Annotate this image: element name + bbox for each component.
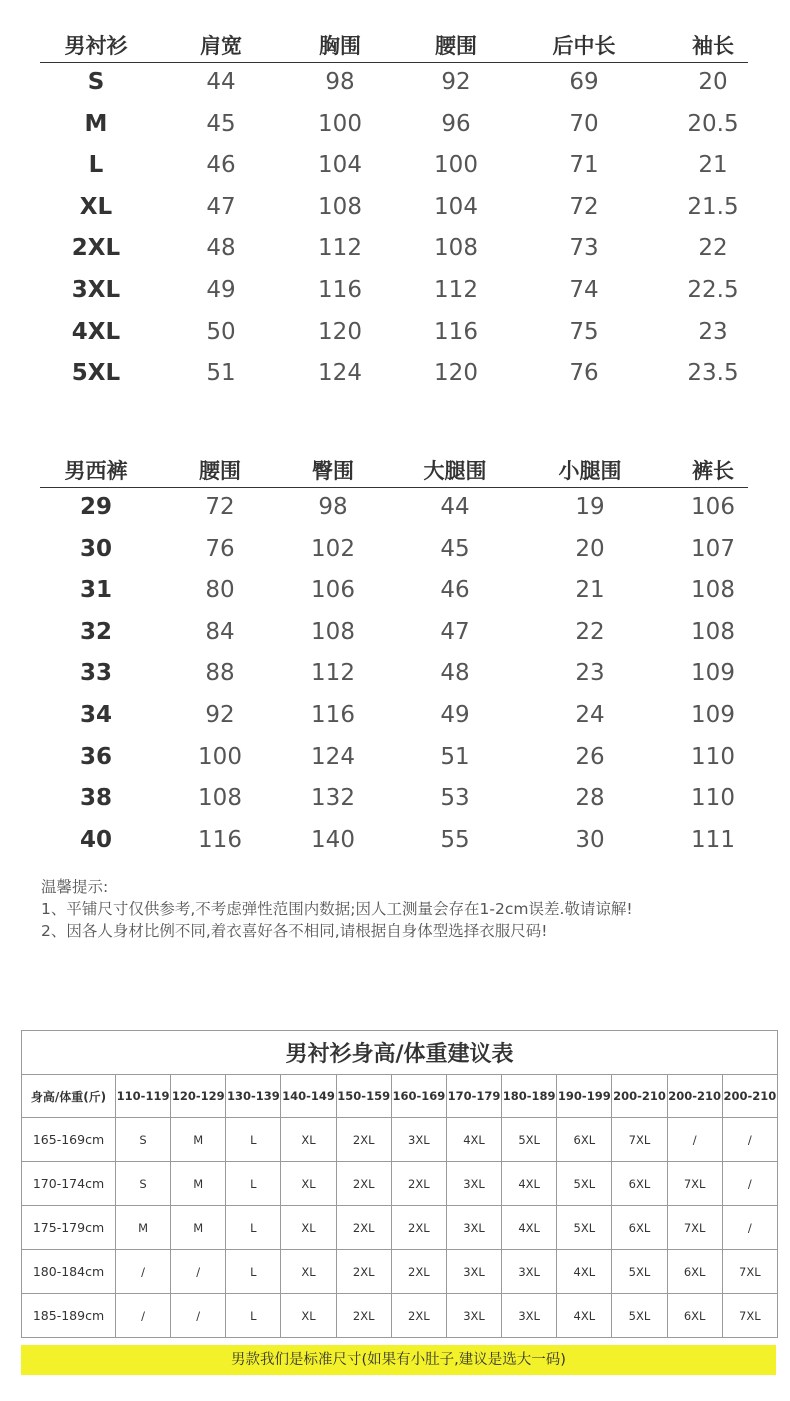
size-value-cell: 72 — [569, 193, 599, 220]
size-row — [40, 105, 748, 147]
weight-range-header: 200-210 — [722, 1075, 777, 1118]
height-row — [22, 1118, 778, 1162]
size-value-cell: 70 — [569, 110, 599, 137]
size-value-cell: 120 — [434, 360, 478, 387]
size-value-cell: 110 — [691, 743, 735, 770]
recommended-size-cell: 3XL — [446, 1250, 501, 1294]
size-value-cell: 46 — [206, 152, 236, 179]
recommended-size-cell: 4XL — [502, 1162, 557, 1206]
size-value-cell: 106 — [311, 577, 355, 604]
size-value-cell: 102 — [311, 535, 355, 562]
weight-range-header: 110-119 — [116, 1075, 171, 1118]
recommended-size-cell: 3XL — [446, 1294, 501, 1338]
size-value-cell: 100 — [434, 152, 478, 179]
size-label-cell: 38 — [79, 785, 112, 812]
recommended-size-cell: / — [171, 1250, 226, 1294]
recommended-size-cell: XL — [281, 1206, 336, 1250]
size-row — [40, 488, 748, 530]
recommended-size-cell: 6XL — [612, 1162, 667, 1206]
size-value-cell: 55 — [440, 826, 470, 853]
recommended-size-cell: / — [171, 1294, 226, 1338]
size-label-cell: 30 — [79, 535, 112, 562]
size-value-cell: 19 — [575, 494, 605, 520]
recommended-size-cell: XL — [281, 1118, 336, 1162]
recommended-size-cell: / — [722, 1118, 777, 1162]
size-value-cell: 124 — [318, 360, 362, 387]
recommended-size-cell: 3XL — [502, 1250, 557, 1294]
recommended-size-cell: 2XL — [336, 1118, 391, 1162]
recommended-size-cell: 4XL — [557, 1294, 612, 1338]
size-label-cell: L — [88, 152, 104, 179]
recommended-size-cell: 4XL — [502, 1206, 557, 1250]
recommended-size-cell: L — [226, 1294, 281, 1338]
shirt-header-cell: 肩宽 — [200, 34, 242, 58]
shirt-size-table — [40, 26, 748, 396]
tips-line-2: 2、因各人身材比例不同,着衣喜好各不相同,请根据自身体型选择衣服尺码! — [41, 922, 548, 940]
size-value-cell: 74 — [569, 276, 599, 303]
size-row — [40, 821, 748, 863]
recommended-size-cell: 7XL — [667, 1206, 722, 1250]
size-value-cell: 73 — [569, 235, 599, 262]
recommended-size-cell: 2XL — [336, 1294, 391, 1338]
height-row — [22, 1206, 778, 1250]
size-label-cell: 34 — [79, 701, 112, 728]
size-value-cell: 21.5 — [687, 193, 739, 220]
size-value-cell: 98 — [325, 69, 355, 95]
weight-range-header: 190-199 — [557, 1075, 612, 1118]
size-value-cell: 20 — [575, 535, 605, 562]
size-value-cell: 104 — [434, 193, 478, 220]
size-value-cell: 120 — [318, 318, 362, 345]
height-row — [22, 1250, 778, 1294]
size-value-cell: 23.5 — [687, 360, 739, 387]
weight-range-header: 140-149 — [281, 1075, 336, 1118]
size-value-cell: 140 — [311, 826, 355, 853]
tips-title: 温馨提示: — [41, 878, 109, 896]
size-value-cell: 112 — [318, 235, 362, 262]
weight-range-header: 150-159 — [336, 1075, 391, 1118]
size-label-cell: 3XL — [71, 276, 121, 303]
size-value-cell: 51 — [206, 360, 236, 387]
recommended-size-cell: 7XL — [667, 1162, 722, 1206]
size-value-cell: 80 — [205, 577, 235, 604]
recommended-size-cell: 3XL — [446, 1162, 501, 1206]
size-value-cell: 49 — [440, 701, 470, 728]
size-row — [40, 696, 748, 738]
size-value-cell: 106 — [691, 494, 735, 520]
recommended-size-cell: / — [116, 1250, 171, 1294]
size-value-cell: 76 — [569, 360, 599, 387]
size-value-cell: 98 — [318, 494, 348, 520]
recommended-size-cell: 2XL — [391, 1162, 446, 1206]
size-value-cell: 20 — [698, 69, 728, 95]
size-value-cell: 116 — [198, 826, 242, 853]
recommended-size-cell: 4XL — [557, 1250, 612, 1294]
pants-header-cell: 裤长 — [692, 459, 734, 483]
size-value-cell: 108 — [691, 577, 735, 604]
size-label-cell: 5XL — [71, 360, 121, 387]
height-range-label: 165-169cm — [22, 1118, 116, 1162]
shirt-table-header — [40, 26, 748, 63]
size-value-cell: 48 — [440, 660, 470, 687]
recommended-size-cell: 3XL — [446, 1206, 501, 1250]
tips-section — [41, 876, 633, 942]
size-value-cell: 46 — [440, 577, 470, 604]
size-value-cell: 71 — [569, 152, 599, 179]
weight-range-header: 200-210 — [612, 1075, 667, 1118]
weight-range-header: 180-189 — [502, 1075, 557, 1118]
size-value-cell: 49 — [206, 276, 236, 303]
shirt-header-cell: 胸围 — [319, 34, 361, 58]
size-value-cell: 76 — [205, 535, 235, 562]
recommended-size-cell: M — [171, 1118, 226, 1162]
size-value-cell: 112 — [311, 660, 355, 687]
shirt-header-cell: 腰围 — [435, 34, 477, 58]
size-value-cell: 108 — [318, 193, 362, 220]
size-value-cell: 22 — [698, 235, 728, 262]
size-value-cell: 44 — [440, 494, 470, 520]
size-value-cell: 51 — [440, 743, 470, 770]
weight-range-header: 170-179 — [446, 1075, 501, 1118]
recommended-size-cell: / — [722, 1162, 777, 1206]
height-weight-recommendation-table — [21, 1030, 778, 1338]
size-value-cell: 47 — [206, 193, 236, 220]
shirt-header-cell: 后中长 — [552, 34, 616, 58]
size-value-cell: 100 — [318, 110, 362, 137]
size-value-cell: 109 — [691, 660, 735, 687]
size-value-cell: 110 — [691, 785, 735, 812]
size-value-cell: 111 — [691, 826, 735, 853]
recommended-size-cell: L — [226, 1250, 281, 1294]
size-value-cell: 45 — [440, 535, 470, 562]
size-value-cell: 92 — [441, 69, 471, 95]
size-value-cell: 107 — [691, 535, 735, 562]
size-value-cell: 108 — [198, 785, 242, 812]
size-label-cell: 4XL — [71, 318, 121, 345]
size-row — [40, 188, 748, 230]
recommended-size-cell: 3XL — [391, 1118, 446, 1162]
recommended-size-cell: 6XL — [612, 1206, 667, 1250]
size-value-cell: 108 — [311, 618, 355, 645]
weight-range-header: 120-129 — [171, 1075, 226, 1118]
recommended-size-cell: S — [116, 1162, 171, 1206]
height-range-label: 175-179cm — [22, 1206, 116, 1250]
size-value-cell: 72 — [205, 494, 235, 520]
weight-range-header: 130-139 — [226, 1075, 281, 1118]
size-row — [40, 146, 748, 188]
recommended-size-cell: 7XL — [722, 1294, 777, 1338]
recommended-size-cell: M — [171, 1206, 226, 1250]
recommended-size-cell: 6XL — [557, 1118, 612, 1162]
recommended-size-cell: 2XL — [391, 1206, 446, 1250]
size-value-cell: 21 — [575, 577, 605, 604]
recommended-size-cell: 2XL — [336, 1162, 391, 1206]
recommended-size-cell: 7XL — [612, 1118, 667, 1162]
size-value-cell: 75 — [569, 318, 599, 345]
recommended-size-cell: 2XL — [391, 1294, 446, 1338]
size-row — [40, 313, 748, 355]
size-value-cell: 69 — [569, 69, 599, 95]
recommended-size-cell: / — [667, 1118, 722, 1162]
size-value-cell: 45 — [206, 110, 236, 137]
recommended-size-cell: 5XL — [557, 1206, 612, 1250]
size-row — [40, 613, 748, 655]
recommended-size-cell: L — [226, 1118, 281, 1162]
weight-range-header: 200-210 — [667, 1075, 722, 1118]
size-row — [40, 229, 748, 271]
size-row — [40, 530, 748, 572]
recommended-size-cell: S — [116, 1118, 171, 1162]
size-value-cell: 22 — [575, 618, 605, 645]
size-row — [40, 63, 748, 105]
recommended-size-cell: 5XL — [502, 1118, 557, 1162]
size-value-cell: 50 — [206, 318, 236, 345]
size-value-cell: 22.5 — [687, 276, 739, 303]
size-label-cell: 32 — [79, 618, 112, 645]
size-value-cell: 23 — [575, 660, 605, 687]
recommended-size-cell: / — [722, 1206, 777, 1250]
size-value-cell: 48 — [206, 235, 236, 262]
size-value-cell: 124 — [311, 743, 355, 770]
size-label-cell: M — [84, 110, 108, 137]
size-value-cell: 96 — [441, 110, 471, 137]
pants-header-cell: 臀围 — [312, 459, 354, 483]
size-value-cell: 92 — [205, 701, 235, 728]
height-range-label: 180-184cm — [22, 1250, 116, 1294]
recommended-size-cell: / — [116, 1294, 171, 1338]
size-value-cell: 21 — [698, 152, 728, 179]
size-value-cell: 23 — [698, 318, 728, 345]
size-value-cell: 20.5 — [687, 110, 739, 137]
size-value-cell: 116 — [311, 701, 355, 728]
recommended-size-cell: 4XL — [446, 1118, 501, 1162]
recommended-size-cell: L — [226, 1206, 281, 1250]
size-value-cell: 116 — [434, 318, 478, 345]
recommended-size-cell: M — [116, 1206, 171, 1250]
size-value-cell: 108 — [434, 235, 478, 262]
size-value-cell: 44 — [206, 69, 236, 95]
size-row — [40, 354, 748, 396]
recommended-size-cell: M — [171, 1162, 226, 1206]
size-value-cell: 100 — [198, 743, 242, 770]
size-value-cell: 30 — [575, 826, 605, 853]
recommended-size-cell: 5XL — [612, 1250, 667, 1294]
shirt-header-cell: 袖长 — [692, 34, 734, 58]
recommended-size-cell: 5XL — [557, 1162, 612, 1206]
pants-table-header — [40, 451, 748, 488]
size-value-cell: 53 — [440, 785, 470, 812]
size-value-cell: 28 — [575, 785, 605, 812]
size-row — [40, 654, 748, 696]
height-row — [22, 1294, 778, 1338]
size-label-cell: 31 — [79, 577, 112, 604]
size-row — [40, 271, 748, 313]
recommended-size-cell: 6XL — [667, 1294, 722, 1338]
tips-line-1: 1、平铺尺寸仅供参考,不考虑弹性范围内数据;因人工测量会存在1-2cm误差.敬请谅解! — [41, 900, 633, 918]
recommended-size-cell: 2XL — [336, 1206, 391, 1250]
sizing-note-banner: 男款我们是标准尺寸(如果有小肚子,建议是选大一码) — [21, 1345, 776, 1375]
size-value-cell: 104 — [318, 152, 362, 179]
size-label-cell: 36 — [79, 743, 112, 770]
size-value-cell: 84 — [205, 618, 235, 645]
shirt-header-cell: 男衬衫 — [64, 34, 128, 58]
size-row — [40, 571, 748, 613]
size-value-cell: 108 — [691, 618, 735, 645]
recommended-size-cell: XL — [281, 1162, 336, 1206]
size-label-cell: S — [87, 69, 105, 95]
recommended-size-cell: 2XL — [391, 1250, 446, 1294]
size-value-cell: 112 — [434, 276, 478, 303]
recommended-size-cell: 3XL — [502, 1294, 557, 1338]
weight-header-row — [22, 1075, 778, 1118]
size-label-cell: 33 — [79, 660, 112, 687]
recommended-size-cell: L — [226, 1162, 281, 1206]
size-label-cell: 40 — [79, 826, 112, 853]
height-row — [22, 1162, 778, 1206]
size-label-cell: XL — [79, 193, 113, 220]
pants-header-cell: 大腿围 — [423, 459, 487, 483]
size-label-cell: 2XL — [71, 235, 121, 262]
recommended-size-cell: 2XL — [336, 1250, 391, 1294]
pants-table-body — [40, 488, 748, 862]
size-value-cell: 88 — [205, 660, 235, 687]
size-value-cell: 132 — [311, 785, 355, 812]
recommended-size-cell: 7XL — [722, 1250, 777, 1294]
recommended-size-cell: 6XL — [667, 1250, 722, 1294]
shirt-table-body — [40, 63, 748, 396]
size-value-cell: 24 — [575, 701, 605, 728]
height-range-label: 185-189cm — [22, 1294, 116, 1338]
pants-header-cell: 小腿围 — [558, 459, 622, 483]
size-row — [40, 779, 748, 821]
recommendation-title: 男衬衫身高/体重建议表 — [22, 1031, 778, 1075]
size-label-cell: 29 — [79, 494, 112, 520]
recommended-size-cell: XL — [281, 1250, 336, 1294]
corner-label: 身高/体重(斤) — [22, 1075, 116, 1118]
weight-range-header: 160-169 — [391, 1075, 446, 1118]
size-row — [40, 738, 748, 780]
recommended-size-cell: 5XL — [612, 1294, 667, 1338]
pants-header-cell: 男西裤 — [64, 459, 128, 483]
size-value-cell: 26 — [575, 743, 605, 770]
pants-header-cell: 腰围 — [199, 459, 241, 483]
size-value-cell: 116 — [318, 276, 362, 303]
height-range-label: 170-174cm — [22, 1162, 116, 1206]
size-value-cell: 47 — [440, 618, 470, 645]
recommended-size-cell: XL — [281, 1294, 336, 1338]
pants-size-table — [40, 451, 748, 862]
size-value-cell: 109 — [691, 701, 735, 728]
